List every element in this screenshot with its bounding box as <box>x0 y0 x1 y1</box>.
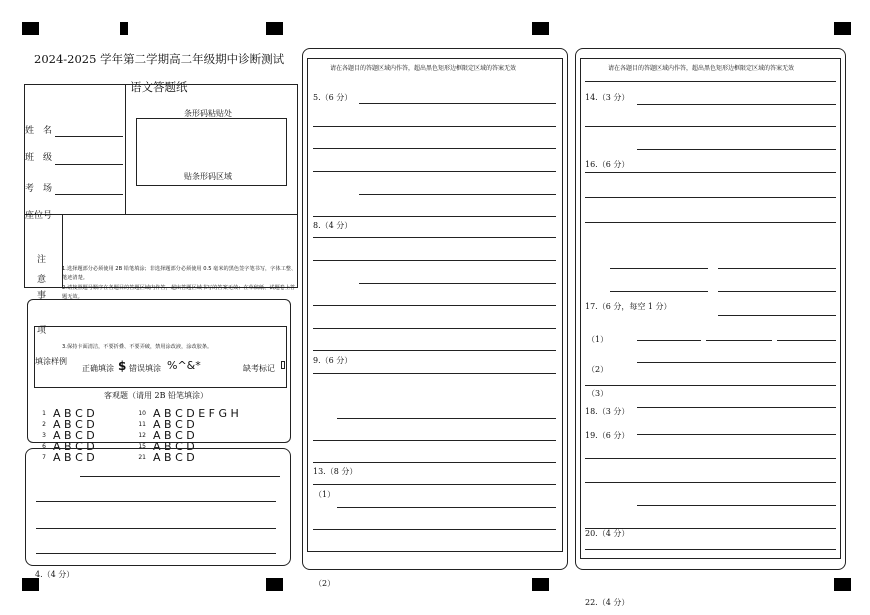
answer-line[interactable] <box>313 529 556 530</box>
answer-line[interactable] <box>610 268 708 269</box>
answer-line[interactable] <box>637 505 836 506</box>
answer-line[interactable] <box>706 340 772 341</box>
answer-line[interactable] <box>777 340 836 341</box>
answer-line[interactable] <box>585 549 836 550</box>
col3-notice: 请在各题目的答题区域内作答，超出黑色矩形边框限定区域的答案无效 <box>608 65 795 72</box>
question-22-label: 22.（4 分） <box>585 598 630 607</box>
registration-mark <box>120 22 128 35</box>
answer-line[interactable] <box>585 126 836 127</box>
notes-item-3: 3.保持卡面清洁，不要折叠、不要弄破，禁用涂改液，涂改胶条。 <box>62 344 213 350</box>
wrong-fill-marks: %^&* <box>167 359 201 372</box>
answer-line[interactable] <box>637 362 836 363</box>
registration-mark <box>532 22 549 35</box>
question-17-label: 17.（6 分，每空 1 分） <box>585 302 672 311</box>
answer-line[interactable] <box>313 440 556 441</box>
answer-line[interactable] <box>313 148 556 149</box>
answer-line[interactable] <box>585 81 836 82</box>
answer-line[interactable] <box>610 291 708 292</box>
room-label: 考 场 <box>25 184 53 194</box>
question-number: 21 <box>138 454 146 461</box>
room-field[interactable] <box>55 194 123 195</box>
answer-area-col1 <box>25 448 291 566</box>
info-block <box>24 84 298 288</box>
notes-item-2: 2.请按照题号顺序在各题目的答题区域内作答，超出答题区域书写的答案无效；在草稿纸、试题卷上答题无效。 <box>62 285 296 300</box>
class-label: 班 级 <box>25 153 53 163</box>
answer-line[interactable] <box>585 385 836 386</box>
fill-example-label: 填涂样例 <box>35 357 67 366</box>
objective-title: 客观题（请用 2B 铅笔填涂） <box>104 391 209 400</box>
answer-line[interactable] <box>359 283 556 284</box>
answer-line[interactable] <box>637 149 836 150</box>
seat-label: 座位号 <box>25 211 53 221</box>
notes-label-4: 项 <box>37 326 47 336</box>
answer-line[interactable] <box>637 407 836 408</box>
answer-line[interactable] <box>585 222 836 223</box>
answer-line[interactable] <box>637 340 701 341</box>
question-8-label: 8.（4 分） <box>313 221 353 230</box>
wrong-fill-label: 错误填涂 <box>129 364 161 373</box>
answer-line[interactable] <box>585 172 836 173</box>
answer-line[interactable] <box>637 434 836 435</box>
question-number: 7 <box>42 454 46 461</box>
answer-line[interactable] <box>313 237 556 238</box>
question-13-part-1: （1） <box>314 490 336 499</box>
answer-line[interactable] <box>313 126 556 127</box>
absent-mark-label: 缺考标记 <box>243 364 275 373</box>
question-5-label: 5.（6 分） <box>313 93 353 102</box>
question-18-label: 18.（3 分） <box>585 407 630 416</box>
question-16-label: 16.（6 分） <box>585 160 630 169</box>
registration-mark <box>266 578 283 591</box>
question-4-label: 4.（4 分） <box>35 570 75 579</box>
question-number: 6 <box>42 443 46 450</box>
answer-line[interactable] <box>337 507 556 508</box>
answer-options[interactable]: A B C D <box>53 407 95 420</box>
registration-mark <box>22 22 39 35</box>
question-20-label: 20.（4 分） <box>585 529 630 538</box>
answer-line[interactable] <box>313 350 556 351</box>
question-number: 15 <box>138 443 146 450</box>
answer-options[interactable]: A B C D <box>53 451 95 464</box>
answer-line[interactable] <box>637 104 836 105</box>
answer-line[interactable] <box>313 260 556 261</box>
answer-line[interactable] <box>36 528 276 529</box>
barcode-title: 条形码粘贴处 <box>184 109 232 118</box>
name-field[interactable] <box>55 136 123 137</box>
answer-options[interactable]: A B C D <box>153 418 195 431</box>
answer-line[interactable] <box>313 305 556 306</box>
question-number: 2 <box>42 421 46 428</box>
answer-line[interactable] <box>337 418 556 419</box>
question-13-part-2: （2） <box>314 579 336 588</box>
sheet-subtitle: 语文答题纸 <box>130 80 188 94</box>
answer-line[interactable] <box>36 553 276 554</box>
answer-options[interactable]: A B C D <box>53 429 95 442</box>
question-17-part-1: （1） <box>587 335 609 344</box>
answer-line[interactable] <box>313 373 556 374</box>
notes-item-1: 1.选择题部分必须使用 2B 铅笔填涂；非选择题部分必须使用 0.5 毫米的黑色签字笔书写，字体工整、笔迹清楚。 <box>62 266 297 281</box>
question-13-label: 13.（8 分） <box>313 467 358 476</box>
registration-mark <box>834 22 851 35</box>
answer-line[interactable] <box>313 171 556 172</box>
notes-label-2: 意 <box>37 275 47 285</box>
answer-line[interactable] <box>718 268 836 269</box>
answer-line[interactable] <box>585 197 836 198</box>
absent-mark-box[interactable] <box>281 361 285 369</box>
barcode-area-label: 贴条形码区域 <box>184 172 232 181</box>
question-number: 11 <box>138 421 146 428</box>
answer-line[interactable] <box>718 291 836 292</box>
answer-options[interactable]: A B C D E F G H <box>153 407 239 420</box>
question-number: 10 <box>138 410 146 417</box>
registration-mark <box>266 22 283 35</box>
answer-line[interactable] <box>313 484 556 485</box>
answer-options[interactable]: A B C D <box>153 451 195 464</box>
question-17-part-2: （2） <box>587 365 609 374</box>
correct-fill-mark: $ <box>118 359 127 373</box>
registration-mark <box>532 578 549 591</box>
class-field[interactable] <box>55 164 123 165</box>
fill-example-box <box>34 326 287 388</box>
answer-line[interactable] <box>359 103 556 104</box>
answer-line[interactable] <box>359 194 556 195</box>
registration-mark <box>834 578 851 591</box>
answer-options[interactable]: A B C D <box>153 429 195 442</box>
question-17-part-3: （3） <box>587 389 609 398</box>
answer-line[interactable] <box>313 216 556 217</box>
notes-label-1: 注 <box>37 255 47 265</box>
answer-line[interactable] <box>80 476 280 477</box>
question-number: 3 <box>42 432 46 439</box>
exam-title: 2024-2025 学年第二学期高二年级期中诊断测试 <box>34 52 285 66</box>
correct-fill-label: 正确填涂 <box>82 364 114 373</box>
answer-line[interactable] <box>585 482 836 483</box>
answer-line[interactable] <box>313 328 556 329</box>
answer-options[interactable]: A B C D <box>153 440 195 453</box>
name-label: 姓 名 <box>25 126 53 136</box>
question-14-label: 14.（3 分） <box>585 93 630 102</box>
answer-line[interactable] <box>718 315 836 316</box>
answer-line[interactable] <box>313 462 556 463</box>
col2-notice: 请在各题目的答题区域内作答，超出黑色矩形边框限定区域的答案无效 <box>330 65 517 72</box>
question-19-label: 19.（6 分） <box>585 431 630 440</box>
question-9-label: 9.（6 分） <box>313 356 353 365</box>
answer-options[interactable]: A B C D <box>53 440 95 453</box>
answer-line[interactable] <box>585 458 836 459</box>
question-number: 1 <box>42 410 46 417</box>
answer-options[interactable]: A B C D <box>53 418 95 431</box>
question-number: 12 <box>138 432 146 439</box>
notes-label-3: 事 <box>37 291 47 301</box>
answer-line[interactable] <box>36 501 276 502</box>
